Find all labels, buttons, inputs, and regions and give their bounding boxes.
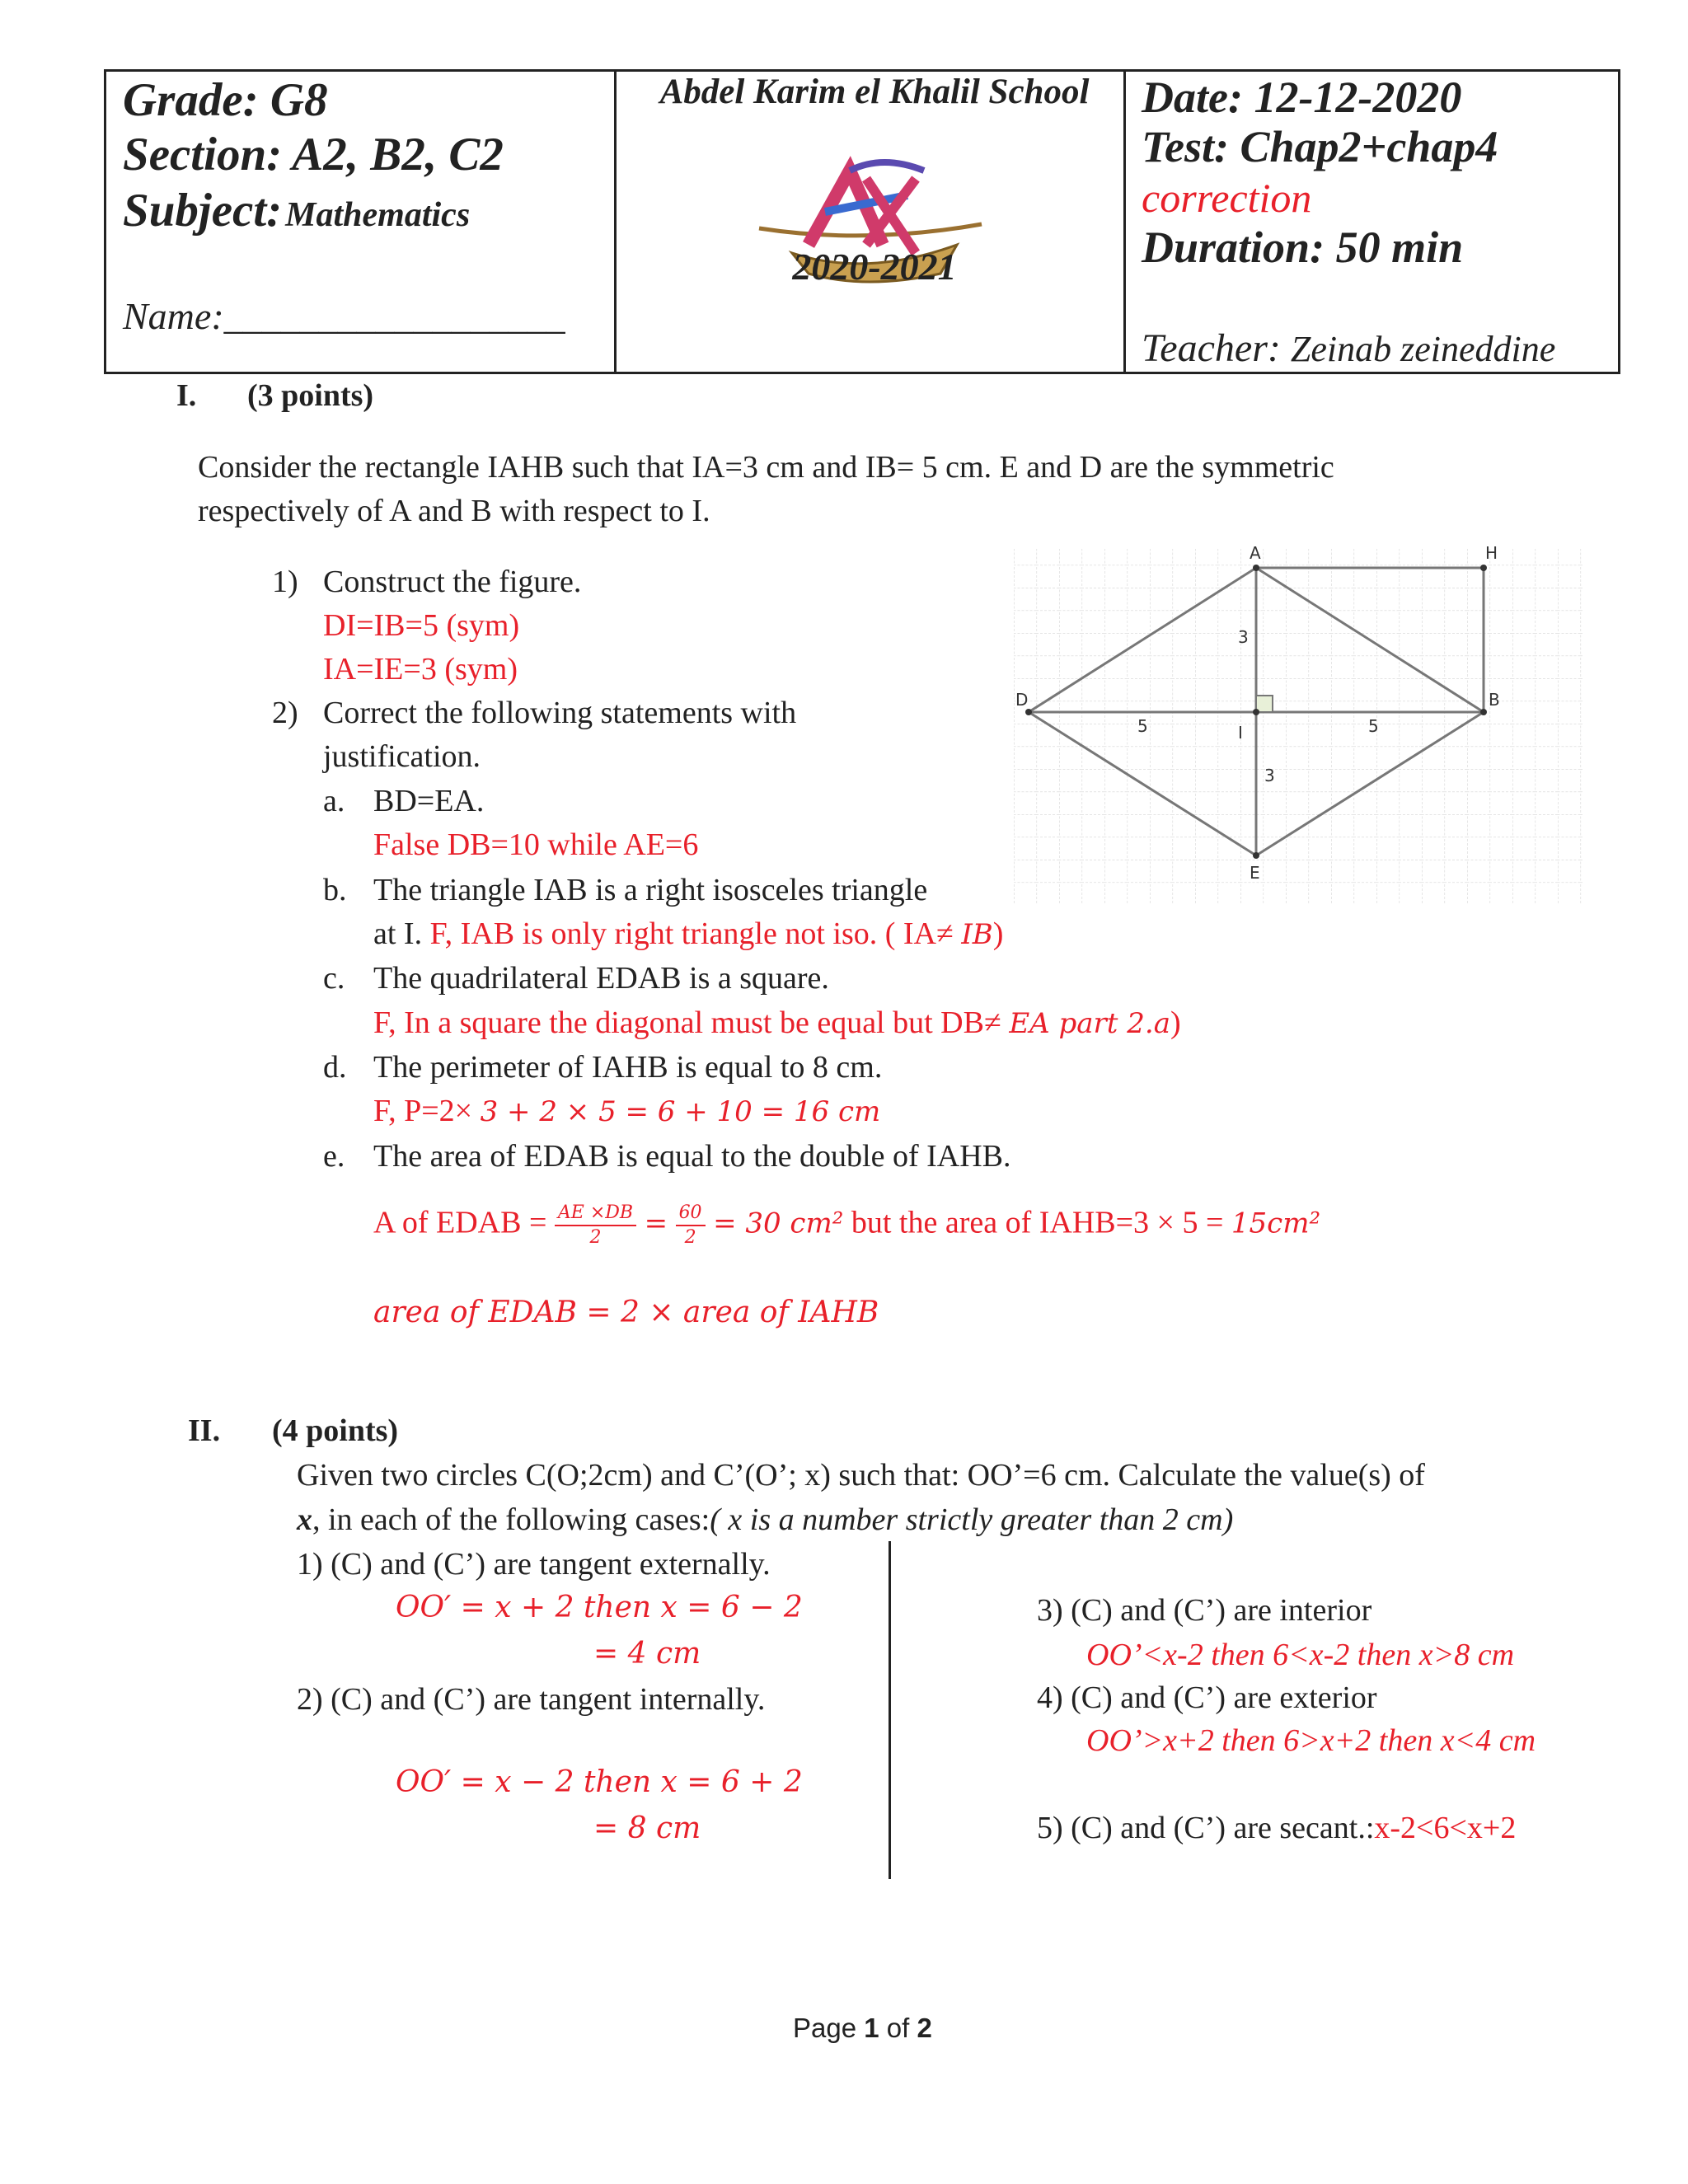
part2-intro: x, in each of the following cases:( x is a number strictly greater than 2 cm)	[297, 1502, 1234, 1537]
q2-text: Correct the following statements with	[323, 696, 797, 730]
item-c-text: The quadrilateral EDAB is a square.	[373, 961, 829, 996]
q2-text: justification.	[323, 739, 481, 774]
item-b-text: The triangle IAB is a right isosceles triangle	[373, 873, 928, 907]
point-b	[1480, 709, 1487, 715]
name-field: Name:__________________	[123, 295, 565, 337]
item-e-answer: A of EDAB = $\frac{AE \times DB}{2}$ = $\frac{60}{2}$ = 30 cm² but the area of IAHB=3 × 5 = 15cm²	[373, 1202, 1321, 1248]
geometry-figure	[1014, 542, 1582, 905]
item-e-text: The area of EDAB is equal to the double of IAHB.	[373, 1139, 1011, 1174]
length-ia: 3	[1238, 627, 1249, 647]
header-divider	[1123, 72, 1126, 372]
part2-points: (4 points)	[272, 1413, 399, 1448]
point-i	[1253, 709, 1259, 715]
q1-answer: DI=IB=5 (sym)	[323, 608, 520, 643]
part2-intro: Given two circles C(O;2cm) and C’(O’; x) such that: OO’=6 cm. Calculate the value(s) of	[297, 1458, 1425, 1493]
part1-numeral: I.	[176, 378, 197, 413]
item-c-answer: F, In a square the diagonal must be equal but DB≠ EA part 2.a)	[373, 1005, 1181, 1040]
section-label: Section: A2, B2, C2	[123, 129, 504, 180]
item-b-text: at I. F, IAB is only right triangle not iso. ( IA≠ IB)	[373, 916, 1004, 951]
label-e: E	[1250, 863, 1260, 883]
part1-intro: respectively of A and B with respect to I.	[198, 494, 710, 528]
correction-label: correction	[1142, 175, 1312, 221]
part1-points: (3 points)	[247, 378, 374, 413]
item-b-answer: F, IAB is only right triangle not iso. ( IA≠	[429, 916, 962, 951]
item-e-answer-conclusion: area of EDAB = 2 × area of IAHB	[373, 1296, 879, 1329]
part1-intro: Consider the rectangle IAHB such that IA=3 cm and IB= 5 cm. E and D are the symmetric	[198, 450, 1334, 485]
item-d-answer: F, P=2× 3 + 2 × 5 = 6 + 10 = 16 cm	[373, 1094, 881, 1128]
case2-answer: OO′ = x − 2 then x = 6 + 2	[396, 1765, 803, 1799]
case5-text: 5) (C) and (C’) are secant.:x-2<6<x+2	[1037, 1811, 1517, 1845]
teacher-label: Teacher: Zeinab zeineddine	[1142, 326, 1556, 370]
date-label: Date: 12-12-2020	[1142, 73, 1462, 122]
right-angle-mark	[1256, 696, 1273, 712]
label-i: I	[1238, 723, 1243, 743]
item-d-text: The perimeter of IAHB is equal to 8 cm.	[373, 1050, 883, 1085]
case4-text: 4) (C) and (C’) are exterior	[1037, 1680, 1377, 1715]
case2-text: 2) (C) and (C’) are tangent internally.	[297, 1682, 766, 1717]
item-c-label: c.	[323, 961, 345, 996]
q2-number: 2)	[272, 696, 298, 730]
case3-answer: OO’<x-2 then 6<x-2 then x>8 cm	[1086, 1638, 1515, 1672]
item-a-answer: False DB=10 while AE=6	[373, 827, 699, 862]
case1-answer: OO′ = x + 2 then x = 6 − 2	[396, 1591, 803, 1624]
q1-number: 1)	[272, 565, 298, 599]
school-year: 2020-2021	[792, 246, 957, 288]
label-h: H	[1485, 543, 1498, 563]
length-di: 5	[1137, 716, 1148, 736]
point-d	[1025, 709, 1032, 715]
label-b: B	[1489, 690, 1500, 710]
item-a-text: BD=EA.	[373, 784, 485, 818]
item-a-label: a.	[323, 784, 345, 818]
case2-answer: = 8 cm	[593, 1811, 701, 1845]
page-number: Page 1 of 2	[793, 2013, 932, 2043]
case3-text: 3) (C) and (C’) are interior	[1037, 1593, 1372, 1628]
test-label: Test: Chap2+chap4	[1142, 122, 1498, 171]
q1-text: Construct the figure.	[323, 565, 582, 599]
item-d-label: d.	[323, 1050, 347, 1085]
grid-background	[1014, 549, 1582, 903]
point-a	[1253, 565, 1259, 571]
length-ie: 3	[1264, 766, 1275, 785]
case4-answer: OO’>x+2 then 6>x+2 then x<4 cm	[1086, 1723, 1536, 1758]
case5-answer: x-2<6<x+2	[1374, 1811, 1517, 1845]
length-ib: 5	[1368, 716, 1379, 736]
case1-answer: = 4 cm	[593, 1637, 701, 1671]
subject-label: Subject: Mathematics	[123, 185, 471, 237]
label-d: D	[1015, 690, 1029, 710]
duration-label: Duration: 50 min	[1142, 223, 1464, 272]
label-a: A	[1250, 543, 1261, 563]
point-e	[1253, 852, 1259, 859]
q1-answer: IA=IE=3 (sym)	[323, 652, 518, 687]
part2-numeral: II.	[188, 1413, 221, 1448]
column-divider	[889, 1541, 891, 1879]
school-name: Abdel Karim el Khalil School	[659, 73, 1090, 111]
header-table	[104, 69, 1620, 374]
grade-label: Grade: G8	[123, 74, 328, 126]
header-divider	[614, 72, 617, 372]
item-e-label: e.	[323, 1139, 345, 1174]
point-h	[1480, 565, 1487, 571]
item-b-label: b.	[323, 873, 347, 907]
case1-text: 1) (C) and (C’) are tangent externally.	[297, 1547, 771, 1582]
